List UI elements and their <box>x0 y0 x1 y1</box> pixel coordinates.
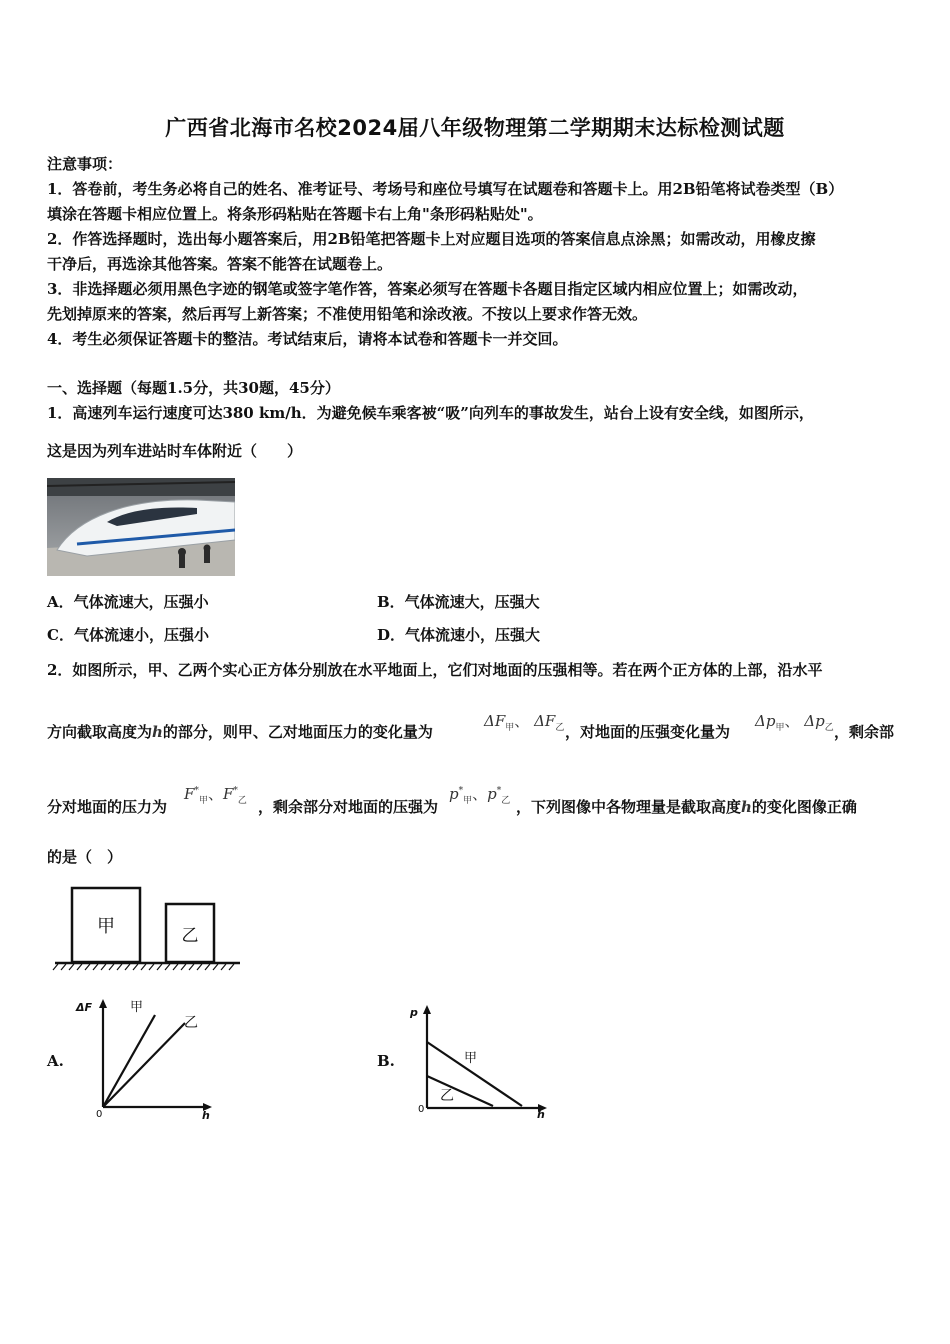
q2-text: 分对地面的压力为 <box>47 798 168 816</box>
var-h: h <box>152 723 163 741</box>
notice-line: 4．考生必须保证答题卡的整洁。考试结束后，请将本试卷和答题卡一并交回。 <box>47 330 568 348</box>
option-b[interactable]: B．气体流速大，压强大 <box>377 593 540 611</box>
graph-a <box>70 995 220 1120</box>
graph-b-origin: 0 <box>418 1104 425 1115</box>
q2-text: 的部分，则甲、乙对地面压力的变化量为 <box>162 723 433 741</box>
notice-line: 3．非选择题必须用黑色字迹的钢笔或签字笔作答，答案必须写在答题卡各题目指定区域内相应位置上；如需改动， <box>47 280 808 298</box>
q2-text-line2 <box>47 721 433 742</box>
q2-text: 的是（ ） <box>47 848 123 866</box>
math-p-remaining: $p^*_甲$、$p^*_乙$ <box>449 785 511 806</box>
q2-text: ，下列图像中各物理量是截取高度 <box>516 798 742 816</box>
graph-b-yaxis: p <box>410 1006 418 1019</box>
math-delta-p: $\Delta p_甲$、 $\Delta p_乙$ <box>755 712 834 733</box>
notice-line: 先划掉原来的答案，然后再写上新答案；不准使用铅笔和涂改液。不按以上要求作答无效。 <box>47 305 648 323</box>
math-f-remaining: $F^*_甲$、$F^*_乙$ <box>184 785 247 806</box>
q2-text: 2．如图所示，甲、乙两个实心正方体分别放在水平地面上，它们对地面的压强相等。若在两个正方体的上部，沿水平 <box>47 661 823 679</box>
q1-text: 这是因为列车进站时车体附近（ ） <box>47 442 303 460</box>
train-photo <box>47 478 235 576</box>
notice-line: 2．作答选择题时，选出每小题答案后，用2B铅笔把答题卡上对应题目选项的答案信息点涂黑；如需改动，用橡皮擦 <box>47 230 816 248</box>
notice-line: 干净后，再选涂其他答案。答案不能答在试题卷上。 <box>47 255 393 273</box>
graph-a-yaxis: ΔF <box>76 1001 93 1014</box>
option-c[interactable]: C．气体流速小，压强小 <box>47 626 209 644</box>
math-delta-f: $\Delta F_甲$、 $\Delta F_乙$ <box>484 712 565 733</box>
notice-line: 1．答卷前，考生务必将自己的姓名、准考证号、考场号和座位号填写在试题卷和答题卡上。用2B铅笔将试卷类型（B） <box>47 180 844 198</box>
option-a[interactable]: A．气体流速大，压强小 <box>47 593 209 611</box>
q2-text: ，对地面的压强变化量为 <box>565 723 731 741</box>
graph-b-xaxis: h <box>537 1108 545 1120</box>
blocks-figure <box>50 882 250 972</box>
graph-a-yi-label: 乙 <box>184 1015 198 1031</box>
q2-text: 的变化图像正确 <box>751 798 857 816</box>
block-jia-label: 甲 <box>97 916 115 937</box>
graph-b-jia-label: 甲 <box>464 1051 478 1066</box>
block-yi-label: 乙 <box>181 926 199 946</box>
notice-heading: 注意事项： <box>47 155 123 173</box>
var-h: h <box>741 798 752 816</box>
q2-text: ，剩余部分对地面的压强为 <box>258 798 439 816</box>
page-title: 广西省北海市名校2024届八年级物理第二学期期末达标检测试题 <box>165 116 785 140</box>
graph-b <box>400 1000 560 1120</box>
q2-text-line3-end <box>516 796 857 817</box>
option-d[interactable]: D．气体流速小，压强大 <box>377 626 541 644</box>
section-heading: 一、选择题（每题1.5分，共30题，45分） <box>47 379 340 397</box>
graph-a-origin: 0 <box>96 1109 103 1120</box>
graph-b-yi-label: 乙 <box>440 1088 454 1104</box>
q2-text: ，剩余部 <box>834 723 895 741</box>
graph-b-label[interactable]: B. <box>377 1052 395 1070</box>
graph-a-jia-label: 甲 <box>130 1000 144 1015</box>
notice-line: 填涂在答题卡相应位置上。将条形码粘贴在答题卡右上角"条形码粘贴处"。 <box>47 205 543 223</box>
q2-text: 方向截取高度为 <box>47 723 153 741</box>
graph-a-label[interactable]: A. <box>47 1052 64 1070</box>
ground-hatching <box>53 964 234 970</box>
q1-text: 1．高速列车运行速度可达380 km/h．为避免候车乘客被“吸”向列车的事故发生，站台上设有安全线，如图所示， <box>47 404 814 422</box>
graph-a-xaxis: h <box>202 1109 210 1120</box>
